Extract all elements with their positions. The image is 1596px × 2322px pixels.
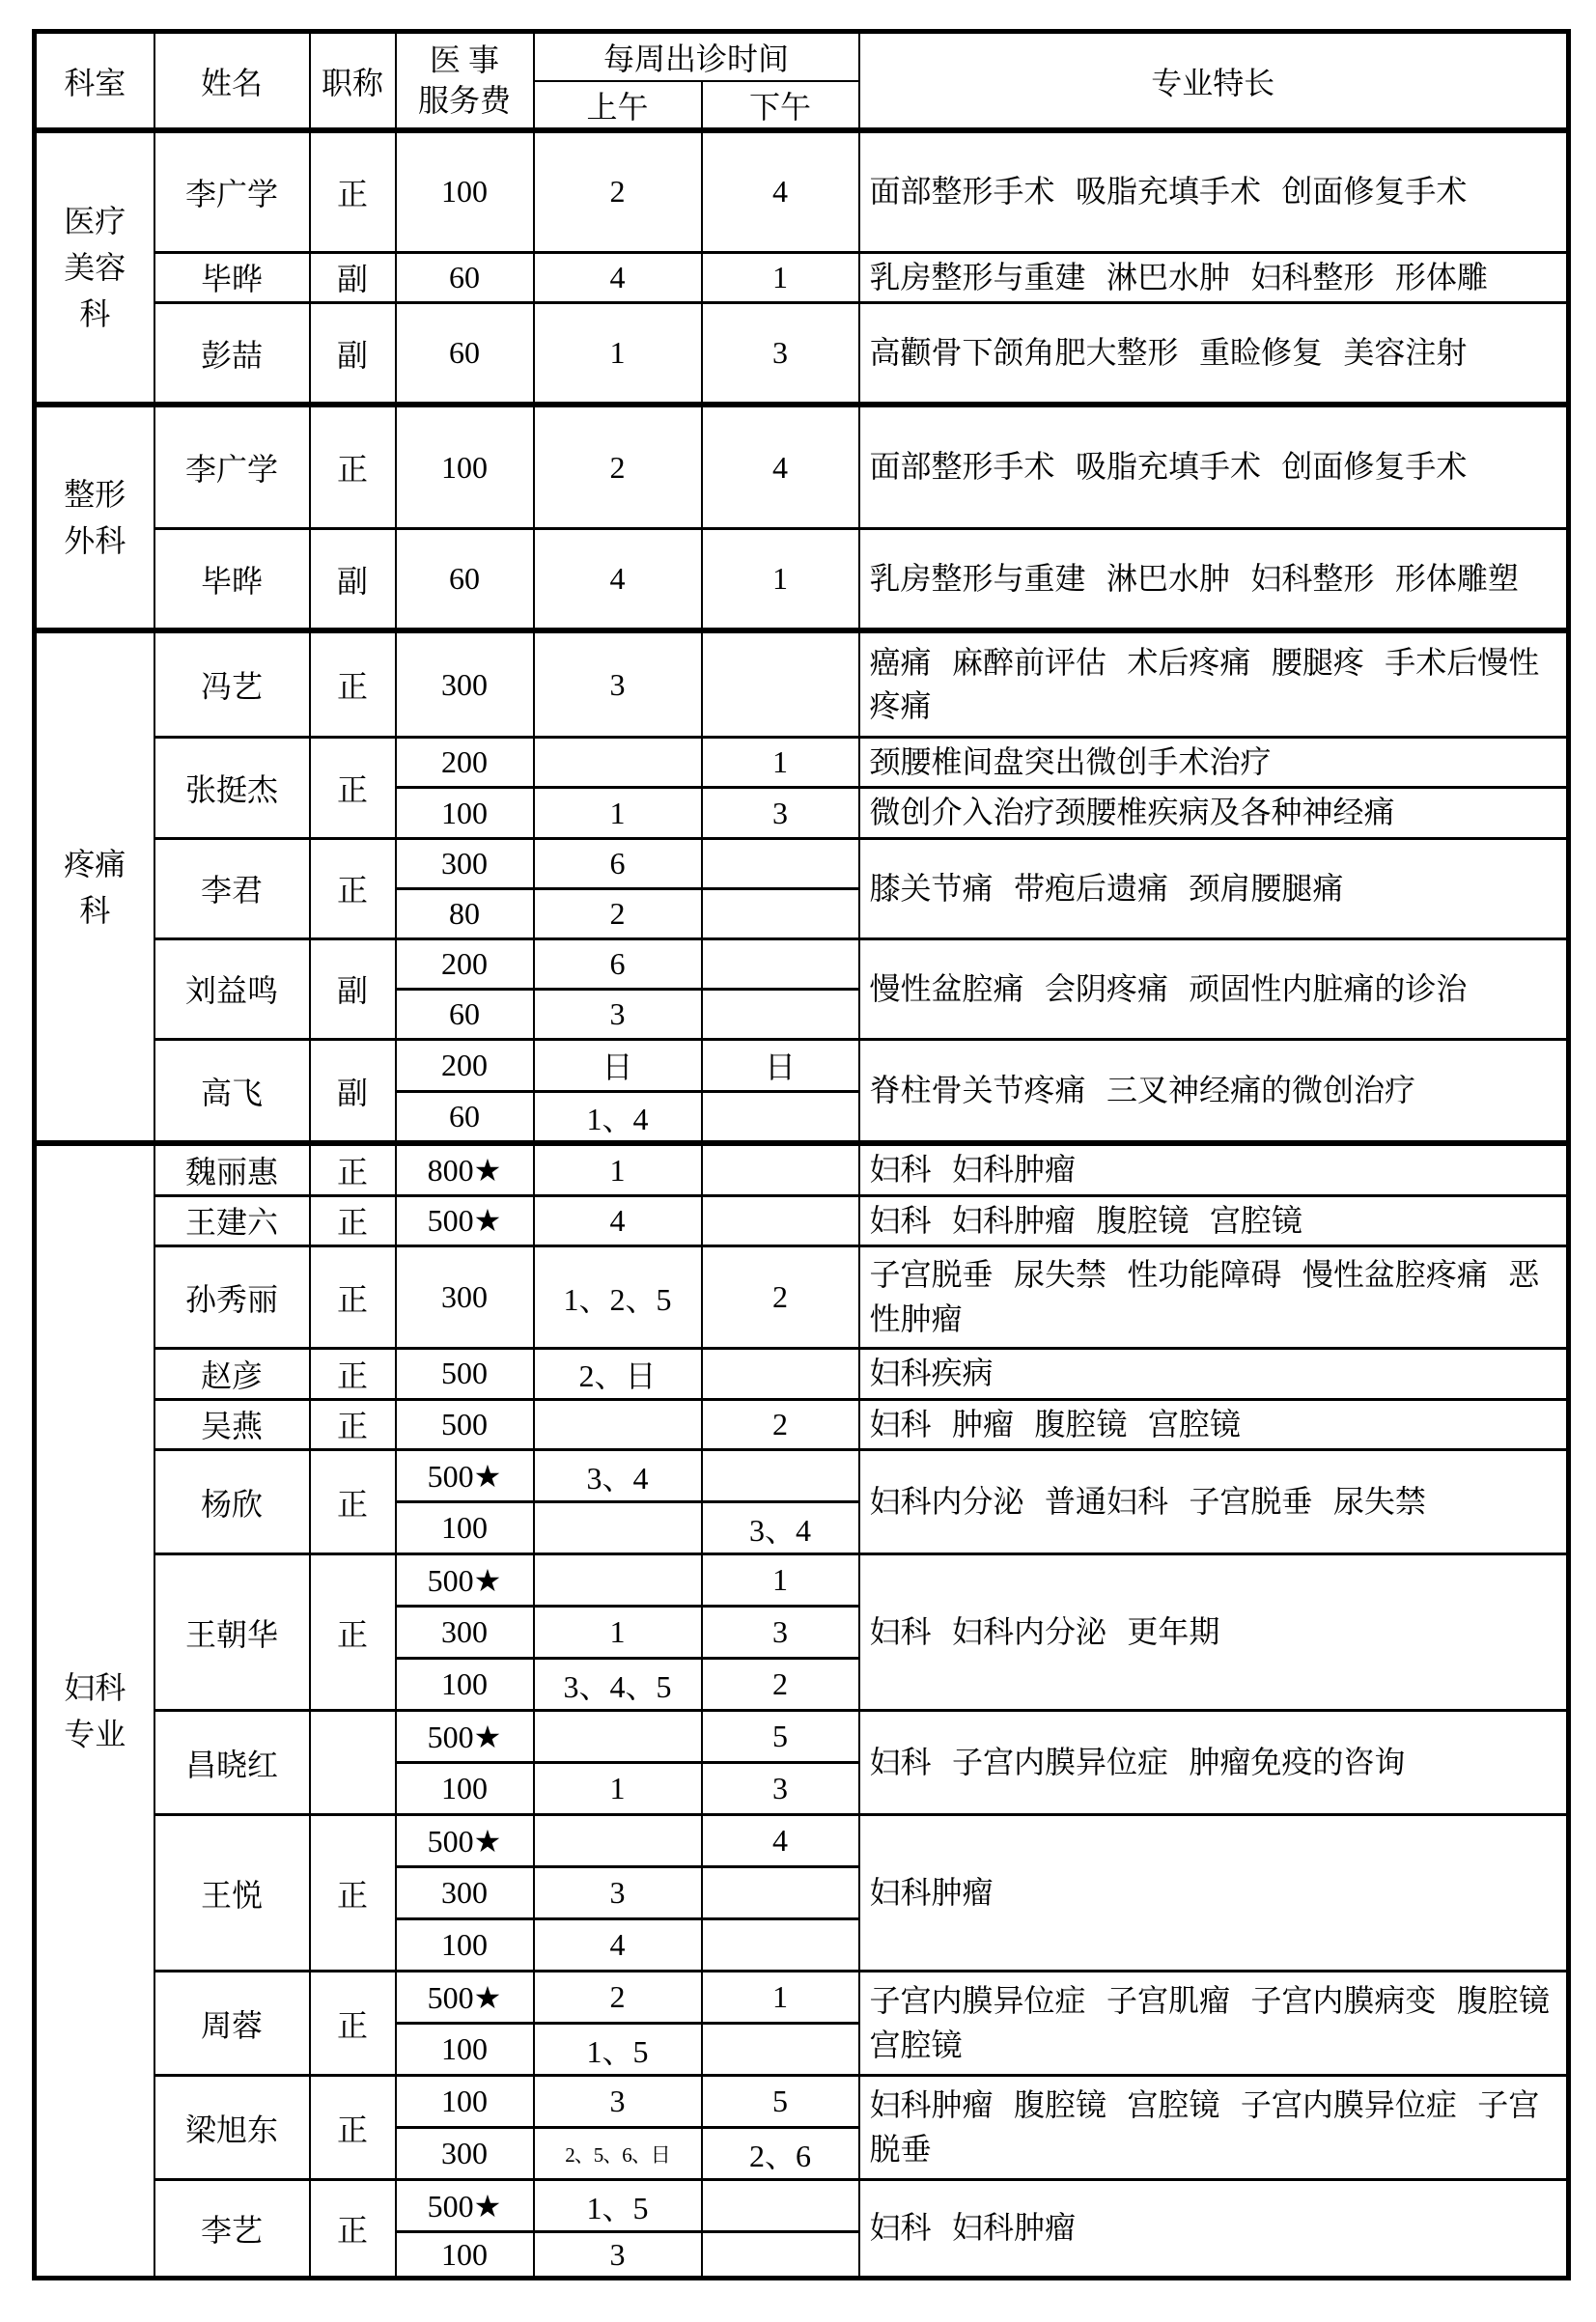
- specialty-cell: 子宫内膜异位症 子宫肌瘤 子宫内膜病变 腹腔镜 宫腔镜: [859, 1972, 1569, 2076]
- schedule-row: [35, 630, 1569, 737]
- afternoon-cell: 4: [702, 1815, 859, 1867]
- morning-cell: 6: [534, 838, 702, 888]
- doctor-name-cell: 吴燕: [154, 1399, 310, 1449]
- fee-cell: 500★: [396, 1450, 534, 1502]
- morning-cell: 1、5: [534, 2024, 702, 2076]
- morning-cell: 3、4、5: [534, 1659, 702, 1711]
- fee-cell: 500★: [396, 1972, 534, 2024]
- doctor-title-cell: [310, 1711, 396, 1815]
- morning-cell: 4: [534, 1919, 702, 1972]
- schedule-row: [35, 1195, 1569, 1245]
- header-fee-line1: 医 事: [429, 42, 499, 77]
- header-weekly-schedule: 每周出诊时间: [534, 32, 859, 82]
- specialty-cell: 妇科疾病: [859, 1349, 1569, 1399]
- specialty-cell: 妇科肿瘤 腹腔镜 宫腔镜 子宫内膜异位症 子宫脱垂: [859, 2076, 1569, 2180]
- specialty-cell: 妇科 妇科内分泌 更年期: [859, 1554, 1569, 1711]
- afternoon-cell: [702, 1091, 859, 1143]
- fee-cell: 60: [396, 302, 534, 405]
- department-label-line: 美容: [64, 250, 126, 286]
- doctor-title-cell: 正: [310, 1450, 396, 1554]
- afternoon-cell: 4: [702, 405, 859, 528]
- schedule-row: [35, 1039, 1569, 1091]
- department-label-line: 外科: [64, 523, 126, 559]
- afternoon-cell: [702, 989, 859, 1039]
- afternoon-cell: 1: [702, 1554, 859, 1607]
- specialty-cell: 子宫脱垂 尿失禁 性功能障碍 慢性盆腔疼痛 恶性肿瘤: [859, 1246, 1569, 1349]
- afternoon-cell: 5: [702, 2076, 859, 2128]
- afternoon-cell: [702, 630, 859, 737]
- specialty-cell: 乳房整形与重建 淋巴水肿 妇科整形 形体雕塑: [859, 528, 1569, 630]
- doctor-name-cell: 王建六: [154, 1195, 310, 1245]
- morning-cell: 1、5: [534, 2180, 702, 2232]
- schedule-row: [35, 2076, 1569, 2128]
- specialty-cell: 膝关节痛 带疱后遗痛 颈肩腰腿痛: [859, 838, 1569, 938]
- header-fee: [396, 32, 534, 131]
- morning-cell: [534, 1711, 702, 1763]
- header-fee-line2: 服务费: [417, 82, 511, 118]
- schedule-row: [35, 1972, 1569, 2024]
- morning-cell: 1: [534, 1763, 702, 1815]
- doctor-name-cell: 高飞: [154, 1039, 310, 1143]
- afternoon-cell: 5: [702, 1711, 859, 1763]
- morning-cell: 3: [534, 2076, 702, 2128]
- schedule-row: [35, 130, 1569, 252]
- morning-cell: 1、4: [534, 1091, 702, 1143]
- specialty-cell: 高颧骨下颌角肥大整形 重睑修复 美容注射: [859, 302, 1569, 405]
- doctor-name-cell: 毕晔: [154, 252, 310, 302]
- header-department: 科室: [35, 32, 154, 131]
- doctor-title-cell: 副: [310, 252, 396, 302]
- afternoon-cell: 2: [702, 1246, 859, 1349]
- schedule-row: [35, 1711, 1569, 1763]
- schedule-row: [35, 405, 1569, 528]
- specialty-cell: 癌痛 麻醉前评估 术后疼痛 腰腿疼 手术后慢性疼痛: [859, 630, 1569, 737]
- afternoon-cell: [702, 1143, 859, 1195]
- schedule-row: [35, 1554, 1569, 1607]
- morning-cell: 2: [534, 405, 702, 528]
- doctor-title-cell: 正: [310, 1554, 396, 1711]
- morning-cell: 3、4: [534, 1450, 702, 1502]
- doctor-name-cell: 李广学: [154, 405, 310, 528]
- fee-cell: 800★: [396, 1143, 534, 1195]
- fee-cell: 500★: [396, 2180, 534, 2232]
- fee-cell: 100: [396, 130, 534, 252]
- schedule-row: [35, 252, 1569, 302]
- afternoon-cell: 1: [702, 252, 859, 302]
- afternoon-cell: [702, 2024, 859, 2076]
- department-cell: [35, 630, 154, 1143]
- fee-cell: 100: [396, 788, 534, 838]
- morning-cell: 1: [534, 1607, 702, 1659]
- doctor-title-cell: 正: [310, 630, 396, 737]
- afternoon-cell: 3、4: [702, 1502, 859, 1554]
- afternoon-cell: 3: [702, 1607, 859, 1659]
- morning-cell: 3: [534, 2232, 702, 2279]
- fee-cell: 200: [396, 1039, 534, 1091]
- fee-cell: 100: [396, 2076, 534, 2128]
- fee-cell: 300: [396, 1607, 534, 1659]
- afternoon-cell: 2: [702, 1399, 859, 1449]
- schedule-row: [35, 737, 1569, 787]
- fee-cell: 300: [396, 630, 534, 737]
- fee-cell: 500: [396, 1349, 534, 1399]
- fee-cell: 100: [396, 1919, 534, 1972]
- fee-cell: 500★: [396, 1815, 534, 1867]
- doctor-title-cell: 正: [310, 737, 396, 838]
- header-morning: 上午: [534, 81, 702, 130]
- department-cell: [35, 405, 154, 630]
- doctor-name-cell: 毕晔: [154, 528, 310, 630]
- afternoon-cell: [702, 1919, 859, 1972]
- doctor-title-cell: 正: [310, 405, 396, 528]
- specialty-cell: 慢性盆腔痛 会阴疼痛 顽固性内脏痛的诊治: [859, 938, 1569, 1039]
- doctor-name-cell: 王悦: [154, 1815, 310, 1972]
- morning-cell: 1: [534, 1143, 702, 1195]
- header-specialty: 专业特长: [859, 32, 1569, 131]
- fee-cell: 60: [396, 989, 534, 1039]
- department-label-line: 疼痛: [64, 846, 126, 881]
- morning-cell: 3: [534, 989, 702, 1039]
- doctor-name-cell: 孙秀丽: [154, 1246, 310, 1349]
- afternoon-cell: 2: [702, 1659, 859, 1711]
- doctor-title-cell: 副: [310, 302, 396, 405]
- specialty-cell: 妇科肿瘤: [859, 1815, 1569, 1972]
- specialty-cell: 妇科 妇科肿瘤 腹腔镜 宫腔镜: [859, 1195, 1569, 1245]
- fee-cell: 60: [396, 528, 534, 630]
- doctor-name-cell: 杨欣: [154, 1450, 310, 1554]
- morning-cell: 2、5、6、日: [534, 2128, 702, 2180]
- doctor-title-cell: 正: [310, 1815, 396, 1972]
- fee-cell: 300: [396, 1246, 534, 1349]
- schedule-row: [35, 2180, 1569, 2232]
- fee-cell: 100: [396, 1763, 534, 1815]
- afternoon-cell: [702, 2232, 859, 2279]
- department-label-line: 整形: [64, 477, 126, 513]
- schedule-row: [35, 302, 1569, 405]
- schedule-row: [35, 838, 1569, 888]
- doctor-name-cell: 李艺: [154, 2180, 310, 2279]
- afternoon-cell: 1: [702, 1972, 859, 2024]
- department-cell: [35, 1143, 154, 2278]
- specialty-cell: 妇科内分泌 普通妇科 子宫脱垂 尿失禁: [859, 1450, 1569, 1554]
- doctor-title-cell: 正: [310, 838, 396, 938]
- fee-cell: 100: [396, 2024, 534, 2076]
- fee-cell: 300: [396, 2128, 534, 2180]
- doctor-title-cell: 正: [310, 1399, 396, 1449]
- schedule-row: [35, 1399, 1569, 1449]
- doctor-name-cell: 梁旭东: [154, 2076, 310, 2180]
- specialty-cell: 面部整形手术 吸脂充填手术 创面修复手术: [859, 130, 1569, 252]
- afternoon-cell: 1: [702, 737, 859, 787]
- fee-cell: 100: [396, 1502, 534, 1554]
- department-cell: [35, 130, 154, 405]
- fee-cell: 500★: [396, 1554, 534, 1607]
- morning-cell: [534, 1502, 702, 1554]
- specialty-cell: 微创介入治疗颈腰椎疾病及各种神经痛: [859, 788, 1569, 838]
- doctor-title-cell: 正: [310, 1246, 396, 1349]
- fee-cell: 60: [396, 252, 534, 302]
- specialty-cell: 妇科 子宫内膜异位症 肿瘤免疫的咨询: [859, 1711, 1569, 1815]
- afternoon-cell: [702, 838, 859, 888]
- specialty-cell: 乳房整形与重建 淋巴水肿 妇科整形 形体雕: [859, 252, 1569, 302]
- morning-cell: [534, 1815, 702, 1867]
- morning-cell: 3: [534, 1867, 702, 1919]
- morning-cell: 1: [534, 788, 702, 838]
- doctor-title-cell: 正: [310, 1143, 396, 1195]
- doctor-name-cell: 张挺杰: [154, 737, 310, 838]
- doctor-title-cell: 正: [310, 2076, 396, 2180]
- header-name: 姓名: [154, 32, 310, 131]
- doctor-title-cell: 副: [310, 1039, 396, 1143]
- morning-cell: 2: [534, 130, 702, 252]
- doctor-name-cell: 赵彦: [154, 1349, 310, 1399]
- specialty-cell: 脊柱骨关节疼痛 三叉神经痛的微创治疗: [859, 1039, 1569, 1143]
- schedule-row: [35, 1815, 1569, 1867]
- afternoon-cell: [702, 888, 859, 938]
- morning-cell: 4: [534, 1195, 702, 1245]
- doctor-title-cell: 副: [310, 528, 396, 630]
- doctor-title-cell: 正: [310, 1349, 396, 1399]
- doctor-name-cell: 彭喆: [154, 302, 310, 405]
- doctor-title-cell: 副: [310, 938, 396, 1039]
- morning-cell: 3: [534, 630, 702, 737]
- afternoon-cell: 1: [702, 528, 859, 630]
- afternoon-cell: [702, 1450, 859, 1502]
- afternoon-cell: [702, 1349, 859, 1399]
- afternoon-cell: [702, 1195, 859, 1245]
- schedule-row: [35, 938, 1569, 989]
- morning-cell: 4: [534, 528, 702, 630]
- doctor-title-cell: 正: [310, 1972, 396, 2076]
- doctor-name-cell: 李君: [154, 838, 310, 938]
- doctor-schedule-table: [32, 29, 1571, 2280]
- schedule-row: [35, 1349, 1569, 1399]
- afternoon-cell: 4: [702, 130, 859, 252]
- fee-cell: 100: [396, 1659, 534, 1711]
- morning-cell: 日: [534, 1039, 702, 1091]
- schedule-row: [35, 1450, 1569, 1502]
- specialty-cell: 颈腰椎间盘突出微创手术治疗: [859, 737, 1569, 787]
- fee-cell: 500★: [396, 1195, 534, 1245]
- doctor-name-cell: 昌晓红: [154, 1711, 310, 1815]
- morning-cell: 2、日: [534, 1349, 702, 1399]
- doctor-title-cell: 正: [310, 1195, 396, 1245]
- fee-cell: 200: [396, 737, 534, 787]
- doctor-name-cell: 冯艺: [154, 630, 310, 737]
- fee-cell: 500★: [396, 1711, 534, 1763]
- fee-cell: 300: [396, 1867, 534, 1919]
- specialty-cell: 妇科 肿瘤 腹腔镜 宫腔镜: [859, 1399, 1569, 1449]
- doctor-name-cell: 魏丽惠: [154, 1143, 310, 1195]
- afternoon-cell: 2、6: [702, 2128, 859, 2180]
- afternoon-cell: 3: [702, 788, 859, 838]
- doctor-name-cell: 周蓉: [154, 1972, 310, 2076]
- morning-cell: 4: [534, 252, 702, 302]
- specialty-cell: 面部整形手术 吸脂充填手术 创面修复手术: [859, 405, 1569, 528]
- schedule-row: [35, 528, 1569, 630]
- fee-cell: 200: [396, 938, 534, 989]
- department-label-line: 科: [79, 296, 111, 332]
- morning-cell: [534, 737, 702, 787]
- afternoon-cell: [702, 2180, 859, 2232]
- afternoon-cell: 3: [702, 1763, 859, 1815]
- specialty-cell: 妇科 妇科肿瘤: [859, 2180, 1569, 2279]
- doctor-name-cell: 李广学: [154, 130, 310, 252]
- afternoon-cell: [702, 938, 859, 989]
- fee-cell: 100: [396, 2232, 534, 2279]
- specialty-cell: 妇科 妇科肿瘤: [859, 1143, 1569, 1195]
- afternoon-cell: 3: [702, 302, 859, 405]
- fee-cell: 100: [396, 405, 534, 528]
- morning-cell: 6: [534, 938, 702, 989]
- morning-cell: [534, 1399, 702, 1449]
- doctor-name-cell: 刘益鸣: [154, 938, 310, 1039]
- header-title: 职称: [310, 32, 396, 131]
- fee-cell: 60: [396, 1091, 534, 1143]
- schedule-row: [35, 1246, 1569, 1349]
- department-label-line: 妇科: [64, 1670, 126, 1706]
- afternoon-cell: [702, 1867, 859, 1919]
- fee-cell: 500: [396, 1399, 534, 1449]
- department-label-line: 科: [79, 892, 111, 928]
- department-label-line: 医疗: [64, 204, 126, 239]
- doctor-name-cell: 王朝华: [154, 1554, 310, 1711]
- morning-cell: 2: [534, 1972, 702, 2024]
- schedule-row: [35, 1143, 1569, 1195]
- morning-cell: 2: [534, 888, 702, 938]
- morning-cell: 1、2、5: [534, 1246, 702, 1349]
- morning-cell: 1: [534, 302, 702, 405]
- fee-cell: 300: [396, 838, 534, 888]
- morning-cell: [534, 1554, 702, 1607]
- fee-cell: 80: [396, 888, 534, 938]
- doctor-title-cell: 正: [310, 2180, 396, 2279]
- afternoon-cell: 日: [702, 1039, 859, 1091]
- doctor-title-cell: 正: [310, 130, 396, 252]
- header-afternoon: 下午: [702, 81, 859, 130]
- department-label-line: 专业: [64, 1717, 126, 1752]
